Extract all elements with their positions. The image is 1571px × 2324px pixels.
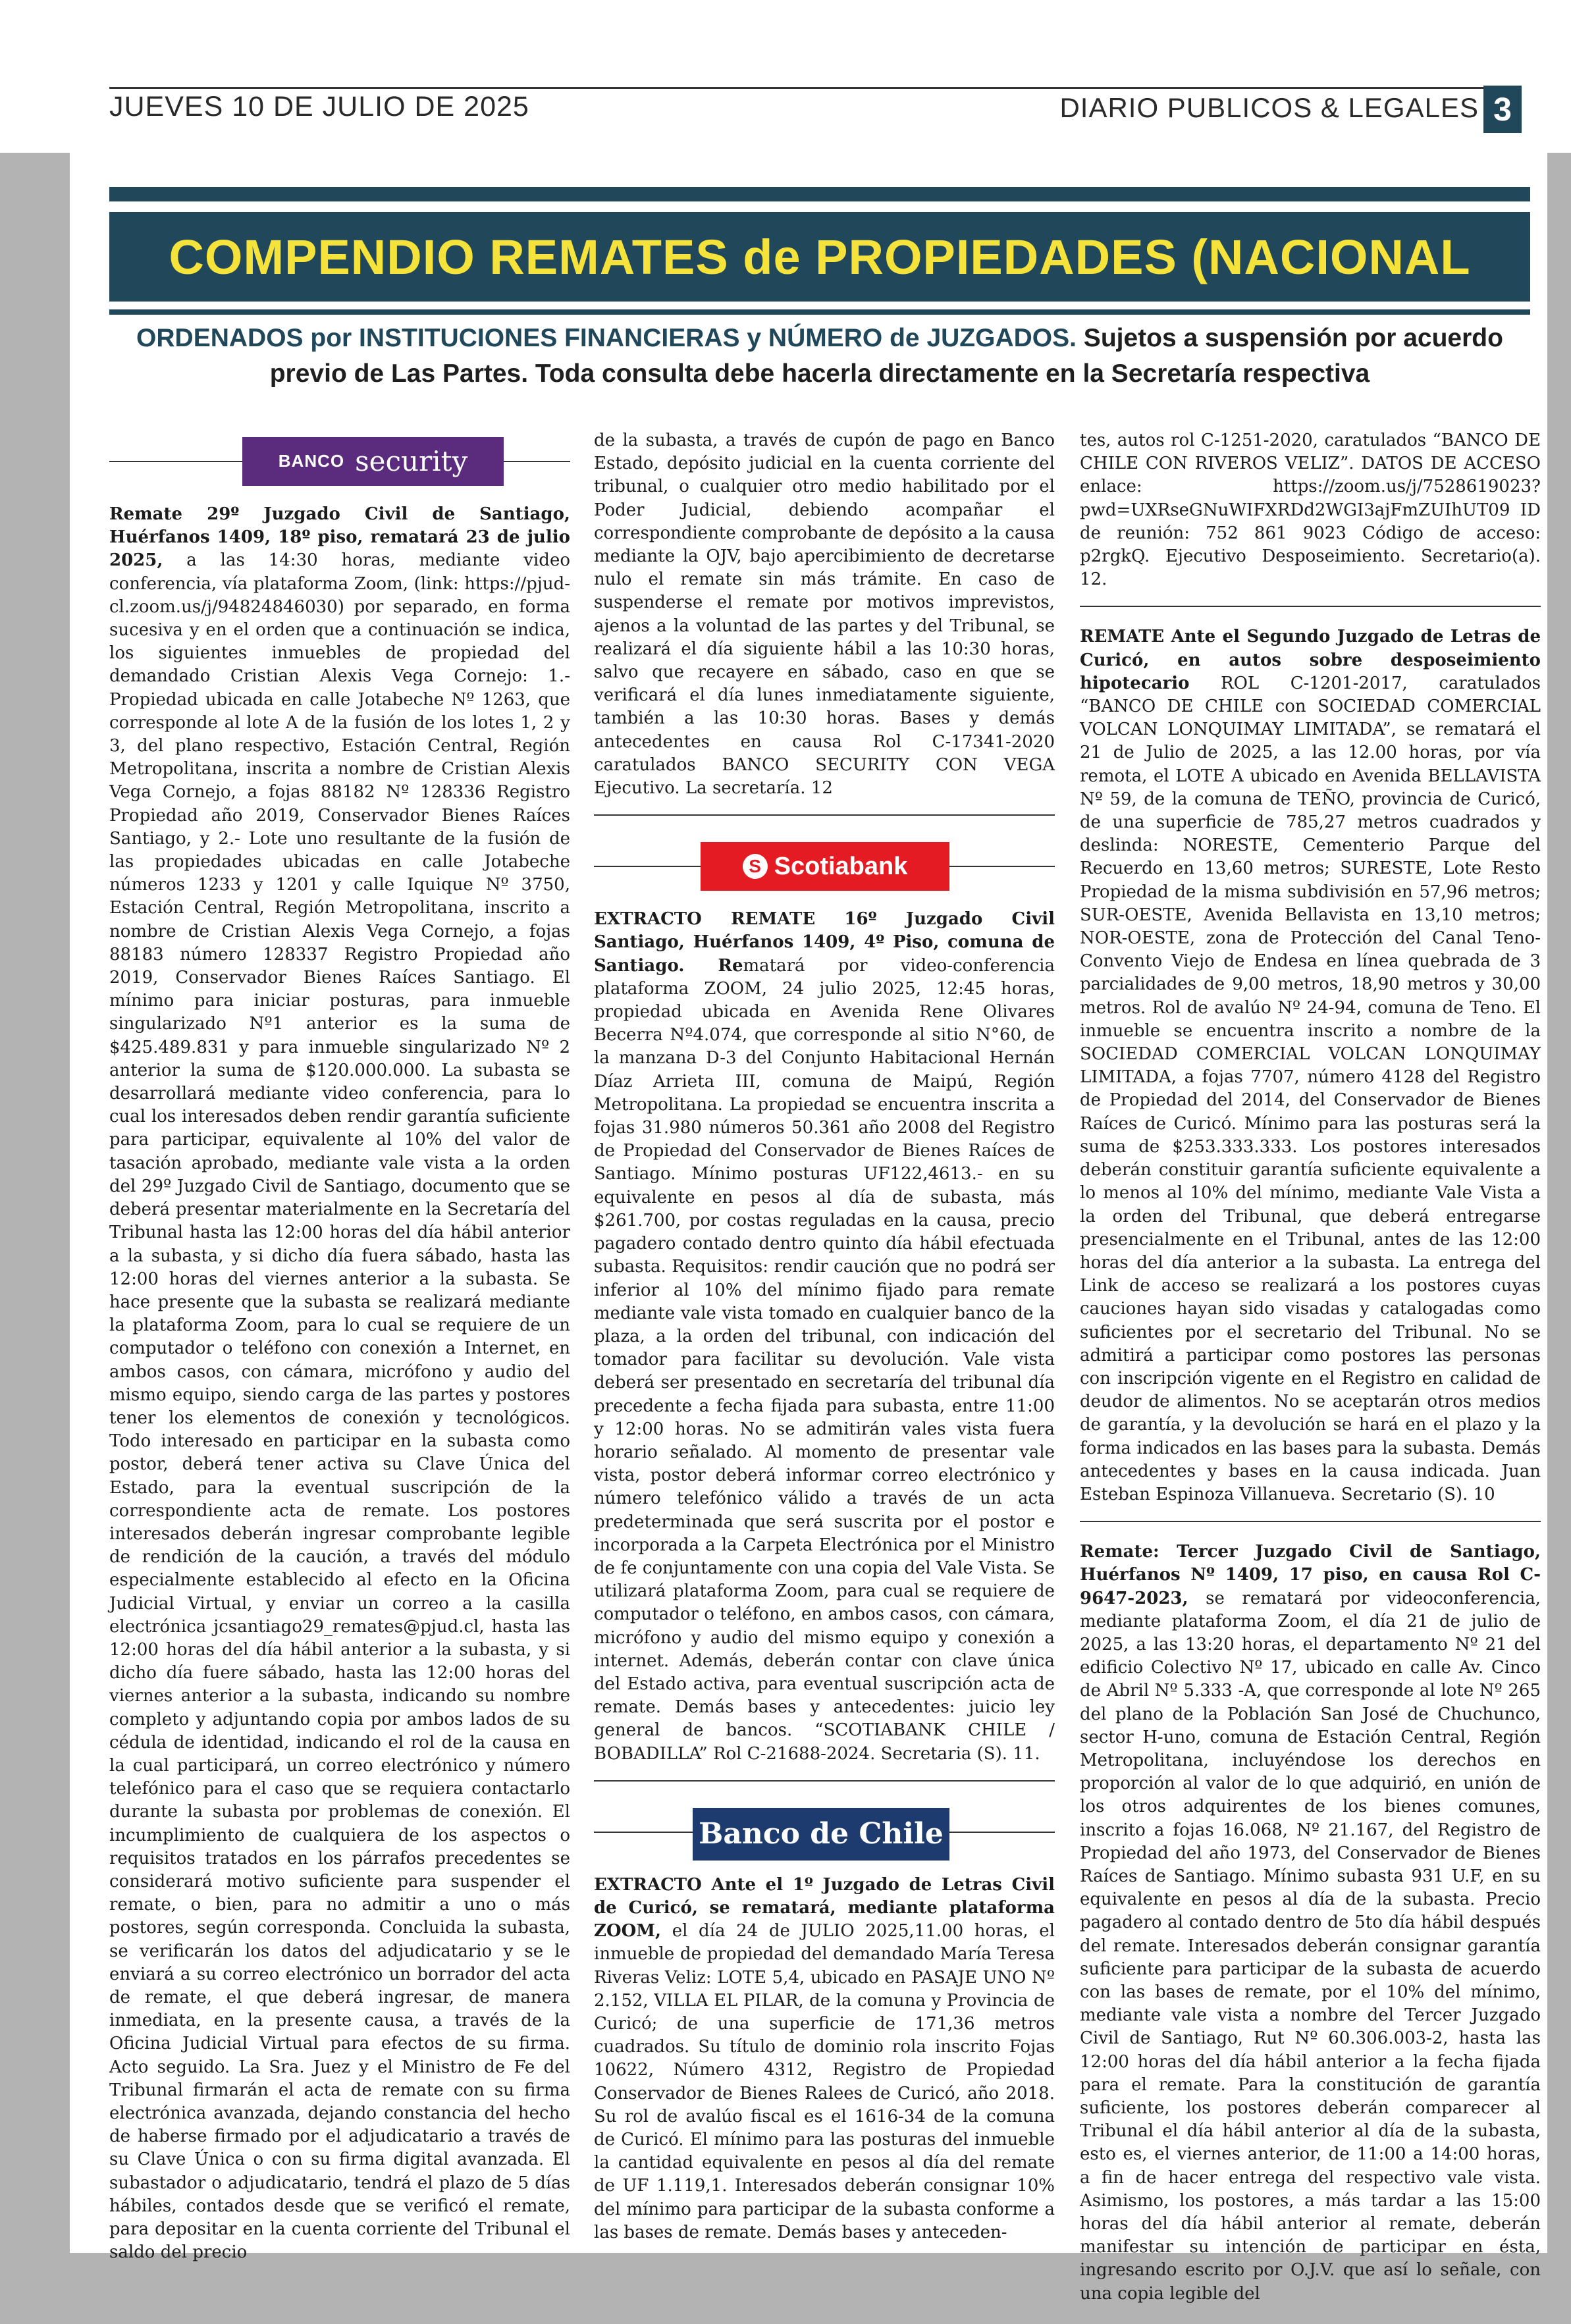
issue-date: JUEVES 10 DE JULIO DE 2025 [109, 91, 529, 122]
notice-remate-2-juzgado-curico [1080, 625, 1541, 1506]
notice-body: el día 24 de JULIO 2025,11.00 horas, el inmueble de propiedad del demandado María Teresa Riveras Veliz: LOTE 5,4, ubicado en PASAJE UNO Nº 2.152, VILLA EL PILAR, de la comuna y Provincia de Curicó; de una superficie de 171,36 metros cuadrados. Su título de dominio rola inscrito Fojas 10622, Número 4312, Registro de Propiedad Conservador de Bienes Ralees de Curicó, año 2018. Su rol de avalúo fiscal es el 1616-34 de la comuna de Curicó. El mínimo para las posturas del inmueble la cantidad equivalente en pesos al día del remate de UF 1.119,1. Interesados deberán consignar 10% del mínimo para participar de la subasta conforme a las bases de remate. Demás bases y anteceden- [594, 1921, 1055, 2242]
notice-body: a las 14:30 horas, mediante video conferencia, vía plataforma Zoom, (link: https://pjud-cl.zoom.us/j/94824846030) por separado, en forma sucesiva y en el orden que a continuación se indica, los siguientes inmuebles de propiedad del demandado Cristian Alexis Vega Cornejo: 1.- Propiedad ubicada en calle Jotabeche Nº 1263, que corresponde al lote A de la fusión de los lotes 1, 2 y 3, del plano respectivo, Estación Central, Región Metropolitana, inscrita a nombre de Cristian Alexis Vega Cornejo, a fojas 88182 Nº 128336 Registro Propiedad año 2019, Conservador Bienes Raíces Santiago, y 2.- Lote uno resultante de la fusión de las propiedades ubicadas en calle Jotabeche números 1233 y 1201 y calle Iquique Nº 3750, Estación Central, Región Metropolitana, inscrito a nombre de Cristian Alexis Vega Cornejo, a fojas 88183 número 128337 Registro Propiedad año 2019, Conservador Bienes Raíces Santiago. El mínimo para iniciar posturas, para inmueble singularizado Nº1 anterior es la suma de $425.489.831 y para inmueble singularizado Nº 2 anterior la suma de $120.000.000. La subasta se desarrollará mediante video conferencia, para lo cual los interesados deben rendir garantía suficiente para participar, equivalente al 10% del valor de tasación aprobado, mediante vale vista a la orden del 29º Juzgado Civil de Santiago, documento que se deberá presentar materialmente en la Secretaría del Tribunal hasta las 12:00 horas del día hábil anterior a la subasta, y si dicho día fuera sábado, hasta las 12:00 horas del viernes anterior a la subasta. Se hace presente que la subasta se realizará mediante la plataforma Zoom, para lo cual se requiere de un computador o teléfono con conexión a Internet, en ambos casos, con cámara, micrófono y audio del mismo equipo, siendo carga de las partes y postores tener los elementos de conexión y tecnológicos. Todo interesado en participar en la subasta como postor, deberá tener activa su Clave Única del Estado, para la eventual suscripción de la correspondiente acta de remate. Los postores interesados deberán ingresar comprobante legible de rendición de la caución, a través del módulo especialmente establecido al efecto en la Oficina Judicial Virtual, y enviar un correo a la casilla electrónica jcsantiago29_remates@pjud.cl, hasta las 12:00 horas del día hábil anterior a la subasta, y si dicho día fuere sábado, hasta las 12:00 horas del viernes anterior a la subasta, indicando su nombre completo y adjuntando copia por ambos lados de su cédula de identidad, indicando el rol de la causa en la cual participará, un correo electrónico y número telefónico para el caso que se requiera contactarlo durante la subasta por problemas de conexión. El incumplimiento de cualquiera de los aspectos o requisitos tratados en los párrafos precedentes se considerará motivo suficiente para suspender el remate, o bien, para no admitir a uno o más postores, según corresponda. Concluida la subasta, se verificarán los datos del adjudicatario y se le enviará a su correo electrónico un borrador del acta de remate, el que deberá ingresar, de manera inmediata, en la presente causa, a través de la Oficina Judicial Virtual para efectos de su firma. Acto seguido. La Sra. Juez y el Ministro de Fe del Tribunal firmarán el acta de remate con su firma electrónica avanzada, dejando constancia del hecho de haberse firmado por el adjudicatario a través de su Clave Única o con su firma digital avanzada. El subastador o adjudicatario, tendrá el plazo de 5 días hábiles, contados desde que se verificó el remate, para depositar en la cuenta corriente del Tribunal el saldo del precio [109, 550, 570, 2263]
notice-remate-16-juzgado [594, 908, 1055, 1766]
page-number-badge: 3 [1483, 86, 1522, 133]
security-logo-name: security [355, 445, 468, 478]
page-body [70, 153, 1547, 2304]
column-3 [1080, 429, 1541, 2324]
separator [594, 1780, 1055, 1782]
section-banner [109, 187, 1530, 312]
notice-body: matará por video-conferencia plataforma ZOOM, 24 julio 2025, 12:45 horas, propiedad ubicada en Avenida Rene Olivares Becerra Nº4.074, que corresponde al sitio N°60, de la manzana D-3 del Conjunto Habitacional Hernán Díaz Arrieta III, comuna de Maipú, Región Metropolitana. La propiedad se encuentra inscrita a fojas 31.980 números 50.361 año 2008 del Registro de Propiedad del Conservador de Bienes Raíces de Santiago. Mínimo posturas UF122,4613.- en su equivalente en pesos al día de subasta, más $261.700, por costas reguladas en la causa, precio pagadero contado dentro quinto día hábil efectuada subasta. Requisitos: rendir caución que no podrá ser inferior al 10% del mínimo fijado para remate mediante vale vista tomado en cualquier banco de la plaza, a la orden del tribunal, con indicación del tomador para facilitar su devolución. Vale vista deberá ser presentado en secretaría del tribunal día precedente a fecha fijada para subasta, entre 11:00 y 12:00 horas. No se admitirán vales vista fuera horario señalado. Al momento de presentar vale vista, postor deberá informar correo electrónico y número telefónico válido a través de un acta predeterminada que será suscrita por el postor e incorporada a la Carpeta Electrónica por el Ministro de fe conjuntamente con una copia del Vale Vista. Se utilizará plataforma Zoom, para cual se requiere de computador o teléfono, en ambos casos, con cámara, micrófono y audio del mismo equipo y conexión a internet. Además, deberán contar con clave única del Estado activa, para eventual suscripción acta de remate. Demás bases y antecedentes: juicio ley general de bancos. “SCOTIABANK CHILE / BOBADILLA” Rol C-21688-2024. Secretaria (S). 11. [594, 955, 1055, 1764]
logo-row-bancodechile [594, 1800, 1055, 1863]
publication-name: DIARIO PUBLICOS & LEGALES [1059, 92, 1479, 123]
logo-row-security [109, 429, 570, 492]
notice-remate-3-juzgado [1080, 1541, 1541, 2306]
notice-remate-29-continued: de la subasta, a través de cupón de pago en Banco Estado, depósito judicial en la cuenta corriente del tribunal, o cualquier otro medio habilitado por el Poder Judicial, debiendo acompañar el correspondiente comprobante de depósito a la causa mediante la OJV, bajo apercibimiento de decretarse nulo el remate sin más trámite. En caso de suspenderse el remate por motivos imprevistos, ajenos a la voluntad de las partes y del Tribunal, se realizará el día siguiente hábil a las 10:30 horas, salvo que recayere en sábado, caso en que se verificará el día lunes inmediatamente siguiente, también a las 10:30 horas. Bases y demás antecedentes en causa Rol C-17341-2020 caratulados BANCO SECURITY CON VEGA Ejecutivo. La secretaría. 12 [594, 431, 1055, 799]
notice-body: se rematará por videoconferencia, mediante plataforma Zoom, el día 21 de julio de 2025, a las 13:20 horas, el departamento Nº 21 del edificio Colectivo Nº 17, ubicado en calle Av. Cinco de Abril Nº 5.333 -A, que corresponde al lote Nº 265 del plano de la Población San José de Chuchunco, sector H-uno, comuna de Estación Central, Región Metropolitana, incluyéndose los derechos en proporción al valor de lo que adquirió, en unión de los otros adquirentes de los bienes comunes, inscrito a fojas 16.068, Nº 21.167, del Registro de Propiedad del año 1973, del Conservador de Bienes Raíces de Santiago. Mínimo subasta 931 U.F, en su equivalente en pesos al día de la subasta. Precio pagadero al contado dentro de 5to día hábil después del remate. Interesados deberán consignar garantía suficiente para participar de la subasta de acuerdo con las bases de remate, por el 10% del mínimo, mediante vale vista a nombre del Tercer Juzgado Civil de Santiago, Rut Nº 60.306.003-2, hasta las 12:00 horas del día hábil anterior a la fecha fijada para el remate. Para la constitución de garantía suficiente, los postores deberán comparecer al Tribunal el día hábil anterior al día de la subasta, esto es, el viernes anterior, de 11:00 a 14:00 horas, a fin de hacer entrega del respectivo vale vista. Asimismo, los postores, a más tardar a las 15:00 horas del día hábil anterior al remate, deberán manifestar su intención de participar en ésta, ingresando escrito por O.J.V. que así lo señale, con una copia legible del [1080, 1588, 1541, 2304]
banner-title: COMPENDIO REMATES de PROPIEDADES (NACIONAL [169, 229, 1471, 284]
separator [1080, 606, 1541, 607]
notice-lead: REMATE Ante el Segundo Juzgado de Letras de Curicó, en autos sobre desposeimiento hipotecario [1080, 627, 1541, 693]
scotiabank-logo-text: Scotiabank [774, 852, 908, 880]
separator [1080, 1521, 1541, 1522]
banner-bar [109, 212, 1530, 302]
banner-strip-top [109, 187, 1530, 201]
notice-extracto-1-juzgado-curico [594, 1874, 1055, 2244]
banco-security-logo [242, 437, 504, 486]
page-header [0, 0, 1571, 153]
notice-lead: EXTRACTO Ante el 1º Juzgado de Letras Civil de Curicó, se rematará, mediante plataforma ZOOM, [594, 1874, 1055, 1941]
banco-de-chile-logo-text: Banco de Chile [699, 1817, 944, 1851]
notice-remate-29-juzgado [109, 503, 570, 2264]
security-logo-banco: BANCO [278, 451, 345, 471]
scotiabank-logo [701, 842, 949, 891]
banco-de-chile-logo [693, 1808, 949, 1861]
notice-extracto-continued: tes, autos rol C-1251-2020, caratulados “BANCO DE CHILE CON RIVEROS VELIZ”. DATOS DE ACCESO enlace: https://zoom.us/j/7528619023?pwd=UXRseGNuWIFXRDd2WGI3ajFmZUIhUT09 ID de reunión: 752 861 9023 Código de acceso: p2rgkQ. Ejecutivo Desposeimiento. Secretario(a). 12. [1080, 431, 1541, 590]
section-subtitle [109, 321, 1530, 392]
column-2 [594, 429, 1055, 2263]
banner-strip-bottom [109, 309, 1530, 315]
subtitle-lead: ORDENADOS por INSTITUCIONES FINANCIERAS y NÚMERO de JUZGADOS. [136, 324, 1077, 352]
separator [594, 814, 1055, 816]
column-1 [109, 429, 570, 2283]
notice-lead: Remate 29º Juzgado Civil de Santiago, Huérfanos 1409, 18º piso, rematará 23 de julio 2025, [109, 504, 570, 571]
logo-row-scotiabank [594, 834, 1055, 897]
notice-body: ROL C-1201-2017, caratulados “BANCO DE CHILE con SOCIEDAD COMERCIAL VOLCAN LONQUIMAY LIMITADA”, se rematará el 21 de Julio de 2025, a las 12.00 horas, por vía remota, el LOTE A ubicado en Avenida BELLAVISTA Nº 59, de la comuna de TEÑO, provincia de Curicó, de una superficie de 785,27 metros cuadrados y deslinda: NORESTE, Cementerio Parque del Recuerdo en 13,60 metros; SURESTE, Lote Resto Propiedad de la misma subdivisión en 57,96 metros; SUR-OESTE, Avenida Bellavista en 13,10 metros; NOR-OESTE, zona de Protección del Canal Teno-Convento Viejo de Endesa en línea quebrada de 3 parcialidades de 9,00 metros, 18,90 metros y 30,00 metros. Rol de avalúo Nº 24-94, comuna de Teno. El inmueble se encuentra inscrito a nombre de la SOCIEDAD COMERCIAL VOLCAN LONQUIMAY LIMITADA, a fojas 7707, número 4128 del Registro de Propiedad del 2014, del Conservador de Bienes Raíces de Curicó. Mínimo para las posturas será la suma de $253.333.333. Los postores interesados deberán constituir garantía suficiente equivalente a lo menos al 10% del mínimo, mediante Vale Vista a la orden del Tribunal, que deberá entregarse presencialmente en el Tribunal, antes de las 12:00 horas del día anterior a la subasta. La entrega del Link de acceso se realizará a los postores cuyas cauciones hayan sido visadas y catalogadas como suficientes por el secretario del Tribunal. No se admitirá a participar como postores las personas con inscripción vigente en el Registro en calidad de deudor de alimentos. No se aceptarán otros medios de garantía, y la devolución se hará en el plazo y la forma indicados en las bases para la subasta. Demás antecedentes y bases en la causa indicada. Juan Esteban Espinoza Villanueva. Secretario (S). 10 [1080, 673, 1541, 1504]
subtitle-rest: Sujetos a suspensión por acuerdo previo de Las Partes. Toda consulta debe hacerla directamente en la Secretaría respectiva [269, 324, 1503, 388]
scotiabank-s-icon: S [743, 854, 768, 879]
notice-lead: Remate: Tercer Juzgado Civil de Santiago, Huérfanos Nº 1409, 17 piso, en causa Rol C-9647-2023, [1080, 1542, 1541, 1608]
header-rule [109, 87, 1488, 89]
notice-lead: EXTRACTO REMATE 16º Juzgado Civil Santiago, Huérfanos 1409, 4º Piso, comuna de Santiago. Re [594, 909, 1055, 976]
